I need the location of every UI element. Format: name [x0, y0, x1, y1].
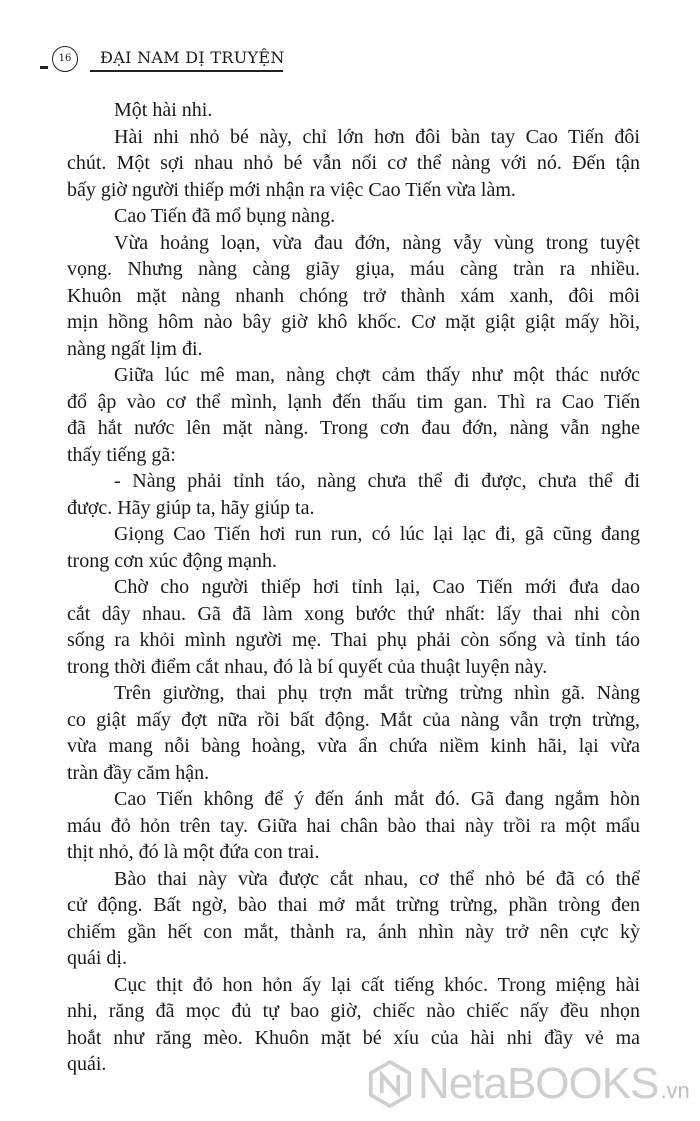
text-line: đổ ập vào cơ thể mình, lạnh đến thấu tim gan. Thì ra Cao Tiến — [67, 390, 640, 413]
text-line: - Nàng phải tỉnh táo, nàng chưa thể đi được, chưa thể đi — [114, 470, 640, 492]
text-line: quái. — [67, 1053, 107, 1075]
text-line: bấy giờ người thiếp mới nhận ra việc Cao Tiến vừa làm. — [67, 178, 516, 201]
paragraph — [67, 468, 640, 521]
text-line: máu đỏ hỏn trên tay. Giữa hai chân bào thai này trồi ra một mẩu — [67, 814, 640, 837]
text-line: Giữa lúc mê man, nàng chợt cảm thấy như một thác nước — [114, 364, 640, 386]
text-line: tràn đầy căm hận. — [67, 761, 210, 784]
text-line: trong thời điểm cắt nhau, đó là bí quyết của thuật luyện này. — [67, 655, 548, 678]
text-line: nàng ngất lịm đi. — [67, 337, 203, 360]
text-line: Một hài nhi. — [114, 99, 213, 121]
text-line: sống ra khỏi mình người mẹ. Thai phụ phải còn sống và tỉnh táo — [67, 629, 640, 651]
text-line: Cao Tiến đã mổ bụng nàng. — [114, 205, 336, 227]
paragraph — [67, 574, 640, 680]
paragraph — [67, 866, 640, 972]
text-line: Cục thịt đỏ hon hỏn ấy lại cất tiếng khóc. Trong miệng hài — [114, 973, 640, 996]
running-header — [38, 44, 298, 74]
text-line: hoắt như răng mèo. Khuôn mặt bé xíu của hài nhi đầy vẻ ma — [67, 1026, 640, 1049]
text-line: Bào thai này vừa được cắt nhau, cơ thể nhỏ bé đã có thể — [114, 867, 640, 890]
text-line: được. Hãy giúp ta, hãy giúp ta. — [67, 496, 315, 519]
header-dash — [40, 66, 48, 69]
page-body — [67, 97, 640, 1078]
paragraph — [67, 680, 640, 786]
text-line: Giọng Cao Tiến hơi run run, có lúc lại lạc đi, gã cũng đang — [114, 523, 640, 545]
paragraph — [67, 786, 640, 866]
text-line: trong cơn xúc động mạnh. — [67, 549, 277, 572]
text-line: co giật mấy đợt nữa rồi bất động. Mắt của nàng vẫn trợn trừng, — [67, 708, 640, 731]
text-line: nhi, răng đã mọc đủ tự bao giờ, chiếc nào chiếc nấy đều nhọn — [67, 1000, 640, 1022]
text-line: thịt nhỏ, đó là một đứa con trai. — [67, 841, 320, 863]
text-line: vừa mang nỗi bàng hoàng, vừa ẩn chứa niềm kinh hãi, lại vừa — [67, 735, 640, 757]
text-line: Chờ cho người thiếp hơi tỉnh lại, Cao Tiến mới đưa dao — [114, 576, 640, 598]
text-line: Cao Tiến không để ý đến ánh mắt đó. Gã đang ngắm hòn — [114, 788, 640, 810]
text-line: mịn hồng hôm nào bây giờ khô khốc. Cơ mặt giật giật mấy hồi, — [67, 311, 640, 333]
text-line: Trên giường, thai phụ trợn mắt trừng trừng nhìn gã. Nàng — [114, 682, 640, 704]
text-line: chút. Một sợi nhau nhỏ bé vẫn nối cơ thể nàng với nó. Đến tận — [67, 152, 640, 174]
text-line: Khuôn mặt nàng nhanh chóng trở thành xám xanh, đôi môi — [67, 284, 640, 307]
paragraph — [67, 97, 640, 124]
text-line: Vừa hoảng loạn, vừa đau đớn, nàng vẫy vùng trong tuyệt — [114, 231, 640, 254]
watermark-tld: .vn — [660, 1078, 690, 1103]
netabooks-logo-icon — [368, 1060, 412, 1108]
header-rule — [90, 70, 283, 72]
text-line: cắt dây nhau. Gã đã làm xong bước thứ nhất: lấy thai nhi còn — [67, 602, 640, 625]
paragraph — [67, 203, 640, 230]
text-line: đã hắt nước lên mặt nàng. Trong cơn đau đớn, nàng vẫn nghe — [67, 417, 640, 439]
paragraph — [67, 521, 640, 574]
text-line: cử động. Bất ngờ, bào thai mở mắt trừng trừng, phần tròng đen — [67, 894, 640, 916]
watermark-brand: NetaBOOKS — [418, 1059, 659, 1108]
text-line: vọng. Nhưng nàng càng giãy giụa, máu càng tràn ra nhiều. — [67, 258, 640, 280]
paragraph — [67, 230, 640, 363]
paragraph — [67, 124, 640, 204]
text-line: Hài nhi nhỏ bé này, chỉ lớn hơn đôi bàn tay Cao Tiến đôi — [114, 125, 640, 148]
text-line: thấy tiếng gã: — [67, 443, 176, 466]
text-line: quái dị. — [67, 947, 127, 969]
book-title: ĐẠI NAM DỊ TRUYỆN — [100, 48, 285, 67]
page-number: 16 — [52, 46, 78, 72]
text-line: chiếm gần hết con mắt, thành ra, ánh nhìn này trở nên cực kỳ — [67, 920, 640, 943]
watermark — [368, 1058, 690, 1110]
paragraph — [67, 362, 640, 468]
